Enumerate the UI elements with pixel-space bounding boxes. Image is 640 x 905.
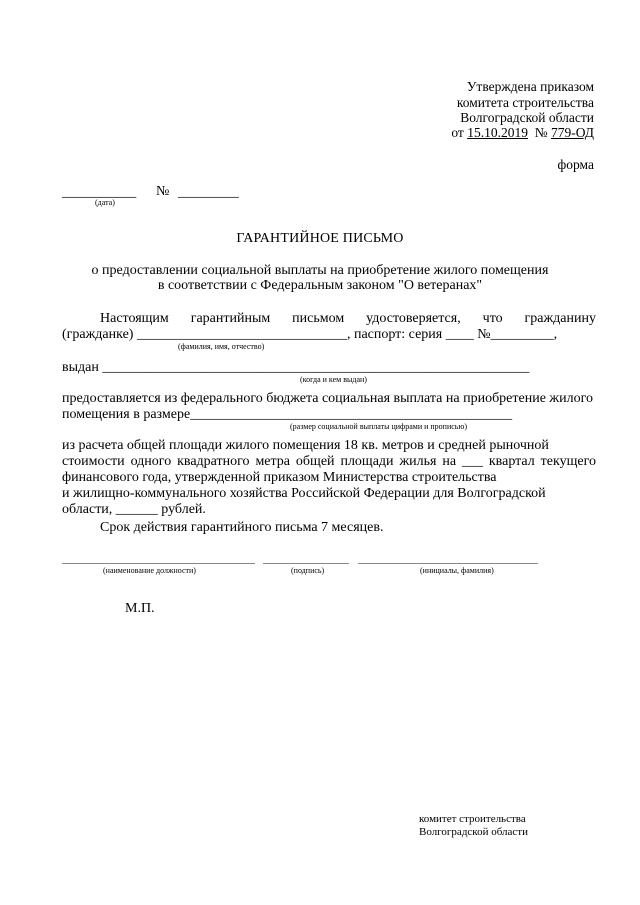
approval-date-line — [451, 125, 594, 141]
caption-signature: (подпись) — [291, 566, 325, 575]
footer-line-2: Волгоградской области — [419, 826, 528, 838]
position-signature-line — [62, 563, 255, 564]
signature-line — [263, 563, 349, 564]
number-blank: _________ — [178, 184, 239, 199]
body-p3-line-1: из расчета общей площади жилого помещения 18 кв. метров и средней рыночной — [62, 438, 549, 453]
stamp-placeholder: М.П. — [125, 601, 155, 616]
caption-issued: (когда и кем выдан) — [300, 375, 367, 384]
body-p2-line-2: помещения в размере______________________________________________ — [62, 407, 513, 422]
caption-name: (инициалы, фамилия) — [420, 566, 494, 575]
body-p3-line-3: финансового года, утвержденной приказом Министерства строительства — [62, 470, 497, 485]
approval-number-prefix: № — [534, 125, 551, 140]
approval-from-prefix: от — [451, 125, 468, 140]
footer-line-1: комитет строительства — [419, 813, 526, 825]
approval-line-1: Утверждена приказом — [466, 79, 594, 94]
body-p1-line-1: Настоящим гарантийным письмом удостоверяется, что гражданину — [100, 311, 596, 326]
number-sign: № — [156, 184, 170, 199]
name-signature-line — [358, 563, 538, 564]
date-blank: ___________ — [62, 184, 137, 199]
body-p1-line-2: (гражданке) ______________________________, паспорт: серия ____ №_________, — [62, 327, 558, 342]
caption-amount: (размер социальной выплаты цифрами и прописью) — [290, 422, 468, 431]
date-caption: (дата) — [95, 198, 115, 207]
validity-line: Срок действия гарантийного письма 7 месяцев. — [100, 520, 384, 535]
body-p2-line-1: предоставляется из федерального бюджета социальная выплата на приобретение жилого — [62, 391, 593, 406]
document-title: ГАРАНТИЙНОЕ ПИСЬМО — [236, 231, 404, 246]
body-p3-line-5: области, ______ рублей. — [62, 502, 206, 517]
caption-position: (наименование должности) — [103, 566, 196, 575]
approval-line-3: Волгоградской области — [460, 110, 594, 125]
issued-line: выдан _____________________________________________________________ — [62, 360, 530, 375]
subtitle-line-2: в соответствии с Федеральным законом "О ветеранах" — [157, 278, 483, 293]
approval-date: 15.10.2019 — [467, 125, 528, 140]
approval-line-2: комитета строительства — [456, 95, 594, 110]
approval-number: 779-ОД — [550, 125, 594, 140]
caption-fio: (фамилия, имя, отчество) — [178, 342, 265, 351]
body-p3-line-4: и жилищно-коммунального хозяйства Российской Федерации для Волгоградской — [62, 486, 546, 501]
form-label: форма — [557, 157, 594, 172]
body-p3-line-2: стоимости одного квадратного метра общей площади жилья на ___ квартал текущего — [62, 454, 596, 469]
subtitle-line-1: о предоставлении социальной выплаты на приобретение жилого помещения — [91, 263, 549, 278]
